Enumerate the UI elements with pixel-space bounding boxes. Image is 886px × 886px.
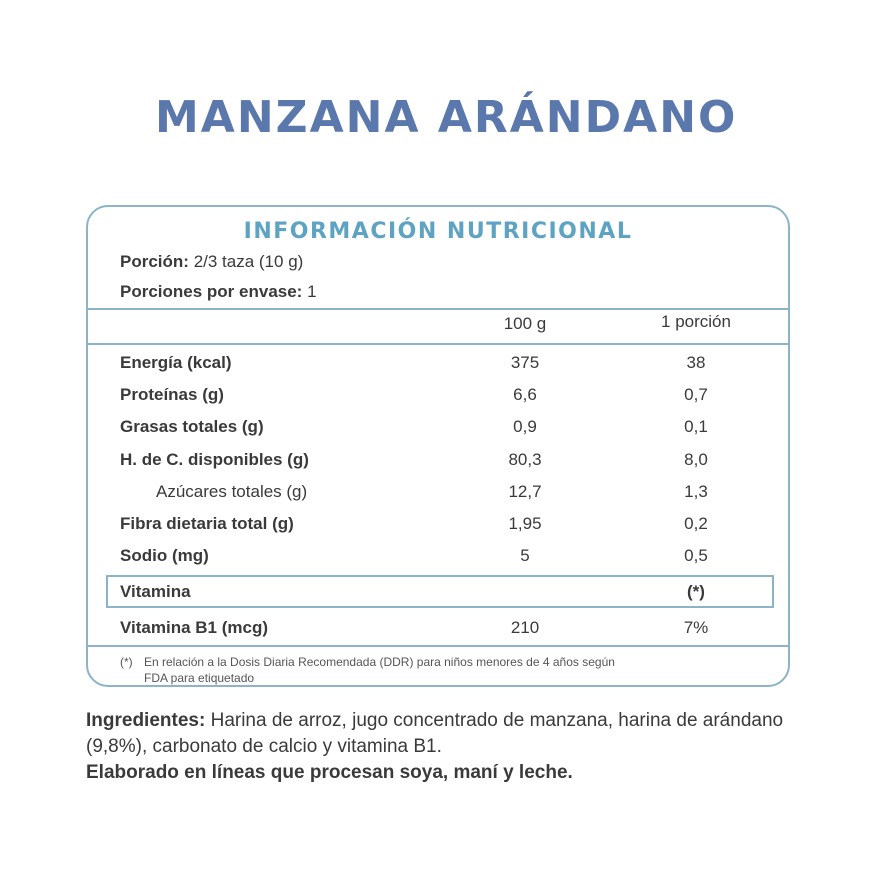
value-per-portion: 8,0 (684, 450, 708, 469)
vitamin-row (88, 618, 788, 648)
vitamin-header-note: (*) (687, 582, 705, 601)
value-per-portion: 0,1 (684, 417, 708, 436)
column-header-portion: 1 porción (661, 312, 731, 331)
nutrient-row (88, 450, 788, 480)
value-per-100g: 12,7 (508, 482, 542, 501)
nutrient-label: Sodio (mg) (120, 546, 209, 565)
divider-top (88, 308, 788, 310)
value-per-100g: 0,9 (513, 417, 537, 436)
vitamin-header-label: Vitamina (120, 582, 191, 601)
nutrient-row (88, 546, 788, 576)
value-per-portion: 1,3 (684, 482, 708, 501)
value-per-portion: 0,7 (684, 385, 708, 404)
value-per-portion: 38 (686, 353, 706, 372)
servings-per-container (120, 282, 317, 302)
vitamin-per-portion: 7% (683, 618, 709, 637)
value-per-100g: 5 (520, 546, 530, 565)
ingredients-text: Harina de arroz, jugo concentrado de manzana, harina de arándano (9,8%), carbonato de calcio y vitamina B1. (86, 710, 784, 757)
nutrition-facts-panel (86, 205, 790, 687)
value-per-100g: 80,3 (508, 450, 542, 469)
value-per-portion: 0,2 (684, 514, 708, 533)
nutrient-label: Grasas totales (g) (120, 417, 264, 436)
divider-columns (88, 343, 788, 345)
nutrition-heading: INFORMACIÓN NUTRICIONAL (243, 219, 633, 244)
divider-footnote (88, 645, 788, 647)
nutrient-label: H. de C. disponibles (g) (120, 450, 309, 469)
value-per-portion: 0,5 (684, 546, 708, 565)
ingredients-block (86, 708, 798, 786)
nutrient-row (88, 417, 788, 447)
value-per-100g: 6,6 (513, 385, 537, 404)
servings-value: 1 (307, 282, 317, 301)
nutrient-label: Fibra dietaria total (g) (120, 514, 294, 533)
footnote-line-2: FDA para etiquetado (144, 671, 255, 685)
footnote (120, 654, 615, 686)
nutrient-row (88, 482, 788, 512)
footnote-line-1: En relación a la Dosis Diaria Recomendada (DDR) para niños menores de 4 años según (144, 655, 615, 669)
vitamin-label: Vitamina B1 (mcg) (120, 618, 269, 637)
nutrient-row (88, 514, 788, 544)
vitamin-per-100g: 210 (510, 618, 540, 637)
ingredients-label: Ingredientes: (86, 710, 206, 731)
allergen-warning: Elaborado en líneas que procesan soya, maní y leche. (86, 762, 573, 783)
nutrient-label: Azúcares totales (g) (156, 482, 308, 501)
portion-label: Porción: (120, 252, 189, 271)
portion-size (120, 252, 303, 272)
nutrient-row (88, 385, 788, 415)
servings-label: Porciones por envase: (120, 282, 303, 301)
footnote-mark: (*) (120, 655, 133, 669)
value-per-100g: 1,95 (508, 514, 542, 533)
nutrient-label: Energía (kcal) (120, 353, 232, 372)
nutrient-label: Proteínas (g) (120, 385, 224, 404)
column-header-100g: 100 g (503, 314, 547, 333)
value-per-100g: 375 (510, 353, 540, 372)
nutrient-row (88, 353, 788, 383)
product-title: MANZANA ARÁNDANO (155, 92, 738, 143)
portion-value: 2/3 taza (10 g) (193, 252, 304, 271)
vitamin-header-row (88, 582, 788, 612)
